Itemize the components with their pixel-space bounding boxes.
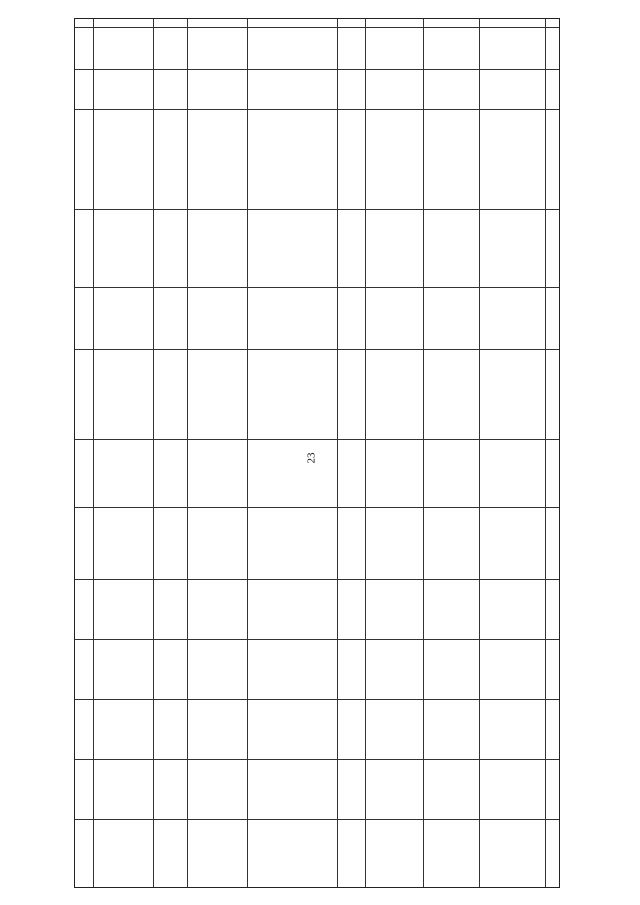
table-column-divider <box>75 287 559 288</box>
table-column-divider <box>75 439 559 440</box>
table-row-divider <box>423 19 424 887</box>
table-row-divider <box>337 19 338 887</box>
table-column-divider <box>75 349 559 350</box>
table-row-divider <box>93 19 94 887</box>
table-column-divider <box>75 639 559 640</box>
page-number: 23 <box>305 452 318 464</box>
table-row-divider <box>545 19 546 887</box>
table-row-divider <box>187 19 188 887</box>
table-row-divider <box>153 19 154 887</box>
table-grid <box>74 18 560 888</box>
rotated-table <box>74 18 560 888</box>
table-column-divider <box>75 69 559 70</box>
table-column-divider <box>75 759 559 760</box>
table-row-divider <box>247 19 248 887</box>
table-column-divider <box>75 109 559 110</box>
table-column-divider <box>75 507 559 508</box>
table-row-divider <box>365 19 366 887</box>
table-column-divider <box>75 27 559 28</box>
table-row-divider <box>479 19 480 887</box>
table-column-divider <box>75 209 559 210</box>
table-column-divider <box>75 819 559 820</box>
table-column-divider <box>75 579 559 580</box>
table-column-divider <box>75 699 559 700</box>
